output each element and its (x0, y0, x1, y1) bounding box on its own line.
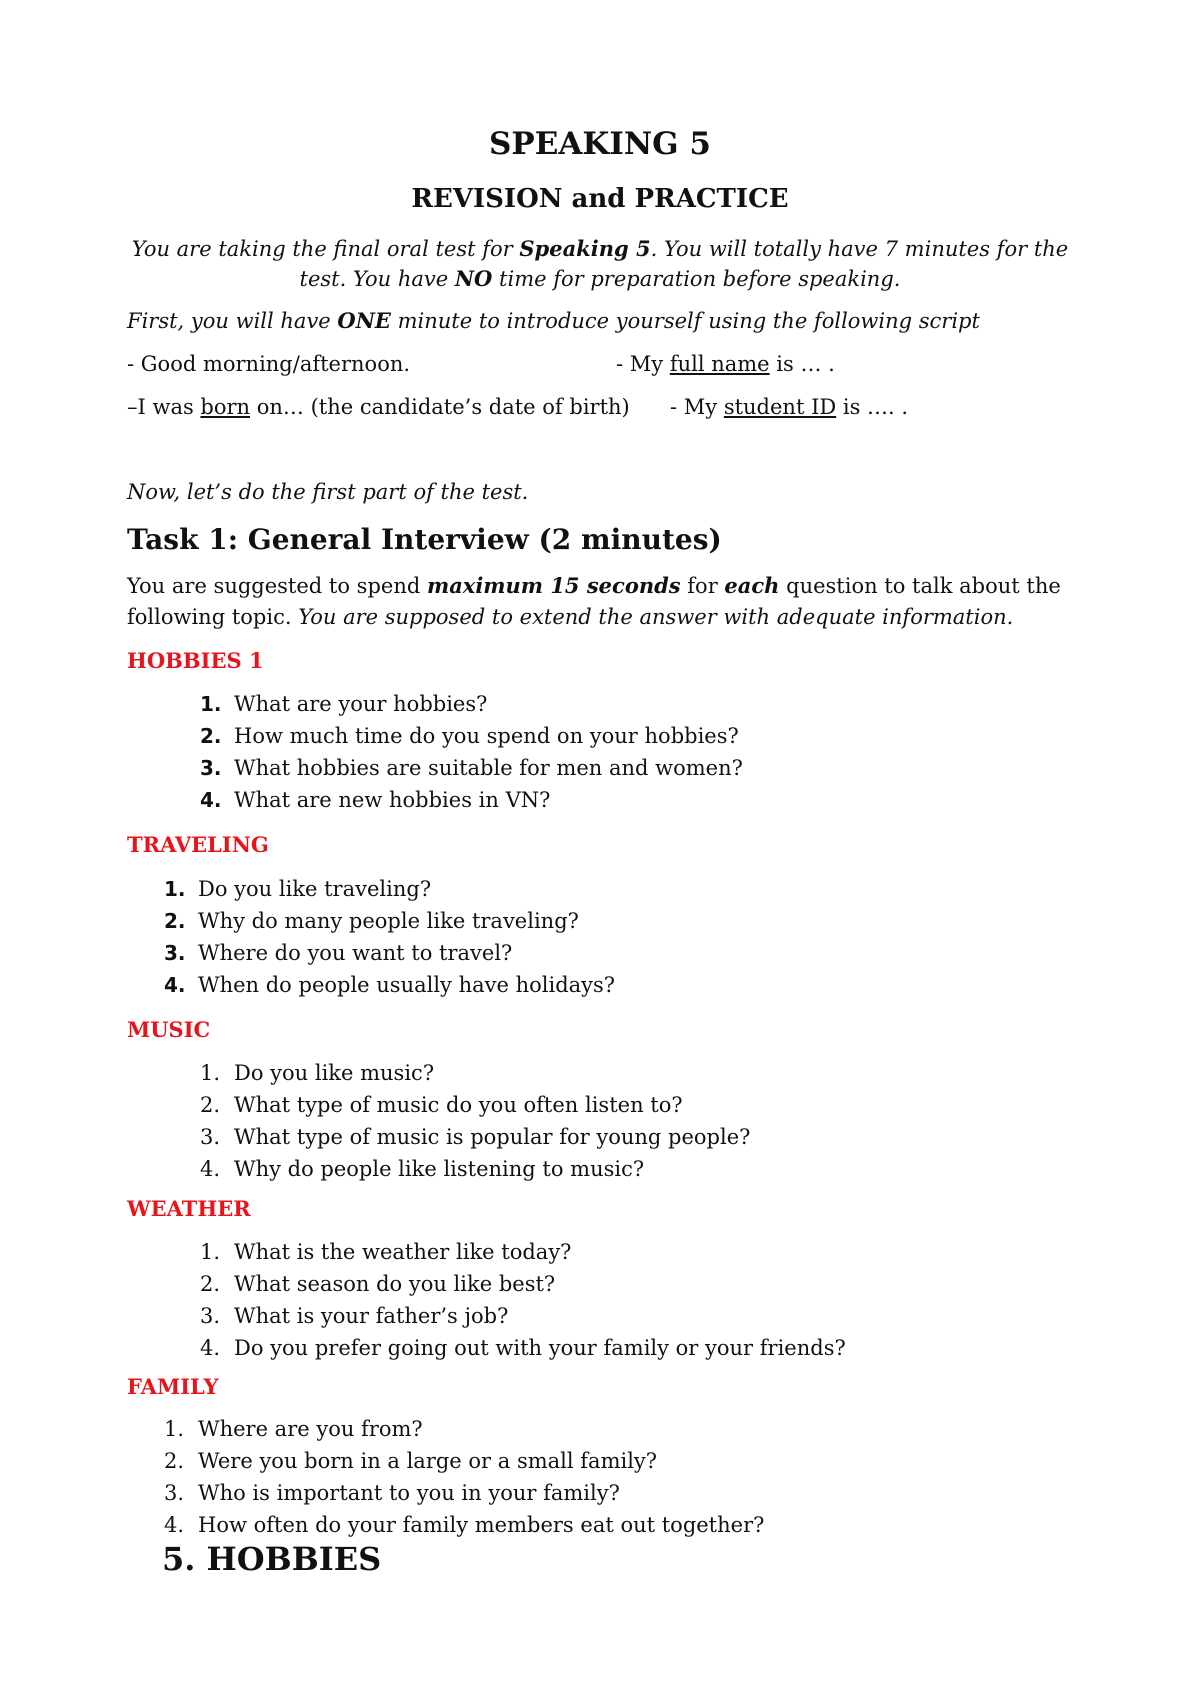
list-item: 2. What season do you like best? (200, 1272, 556, 1296)
list-item: 2. Why do many people like traveling? (164, 909, 579, 933)
list-item: 2. Were you born in a large or a small family? (164, 1449, 658, 1473)
list-item: 2. What type of music do you often listen to? (200, 1093, 683, 1117)
list-item: 1. What are your hobbies? (200, 692, 488, 716)
final-heading: 5. HOBBIES (162, 1540, 382, 1578)
list-item: 4. How often do your family members eat out together? (164, 1513, 765, 1537)
task-title: Task 1: General Interview (2 minutes) (127, 523, 722, 556)
section-heading-music: MUSIC (127, 1017, 211, 1042)
family-question-list (164, 1413, 764, 1541)
list-item: 3. What hobbies are suitable for men and women? (200, 756, 743, 780)
section-heading-weather: WEATHER (127, 1196, 251, 1221)
section-heading-family: FAMILY (127, 1374, 219, 1399)
list-item: 3. Where do you want to travel? (164, 941, 513, 965)
hobbies-question-list (200, 688, 743, 816)
list-item: 1. Do you like traveling? (164, 877, 432, 901)
intro-instruction: First, you will have ONE minute to introduce yourself using the following script (127, 308, 980, 333)
list-item: 3. What is your father’s job? (200, 1304, 509, 1328)
list-item: 3. What type of music is popular for young people? (200, 1125, 751, 1149)
list-item: 4. Do you prefer going out with your family or your friends? (200, 1336, 846, 1360)
list-item: 4. Why do people like listening to music? (200, 1157, 645, 1181)
list-item: 4. What are new hobbies in VN? (200, 788, 551, 812)
page-subtitle: REVISION and PRACTICE (411, 184, 789, 214)
intro-paragraph: You are taking the final oral test for Speaking 5. You will totally have 7 minutes for the test. You have NO time for preparation before speaking. (131, 236, 1069, 291)
list-item: 1. Do you like music? (200, 1061, 435, 1085)
section-heading-hobbies: HOBBIES 1 (127, 648, 264, 673)
weather-question-list (200, 1236, 846, 1364)
script-student-id: - My student ID is …. . (670, 395, 909, 419)
script-birth: –I was born on… (the candidate’s date of birth) (127, 395, 630, 419)
script-greeting: - Good morning/afternoon. (127, 352, 411, 376)
page-title: SPEAKING 5 (489, 126, 711, 162)
list-item: 3. Who is important to you in your family? (164, 1481, 620, 1505)
script-full-name: - My full name is … . (616, 352, 835, 376)
traveling-question-list (164, 873, 615, 1001)
task-description: You are suggested to spend maximum 15 seconds for each question to talk about the following topic. You are supposed to extend the answer with adequate information. (127, 573, 1061, 629)
list-item: 2. How much time do you spend on your hobbies? (200, 724, 739, 748)
now-text: Now, let’s do the first part of the test. (127, 480, 529, 504)
list-item: 1. Where are you from? (164, 1417, 423, 1441)
list-item: 4. When do people usually have holidays? (164, 973, 616, 997)
section-heading-traveling: TRAVELING (127, 832, 269, 857)
music-question-list (200, 1057, 750, 1185)
list-item: 1. What is the weather like today? (200, 1240, 572, 1264)
